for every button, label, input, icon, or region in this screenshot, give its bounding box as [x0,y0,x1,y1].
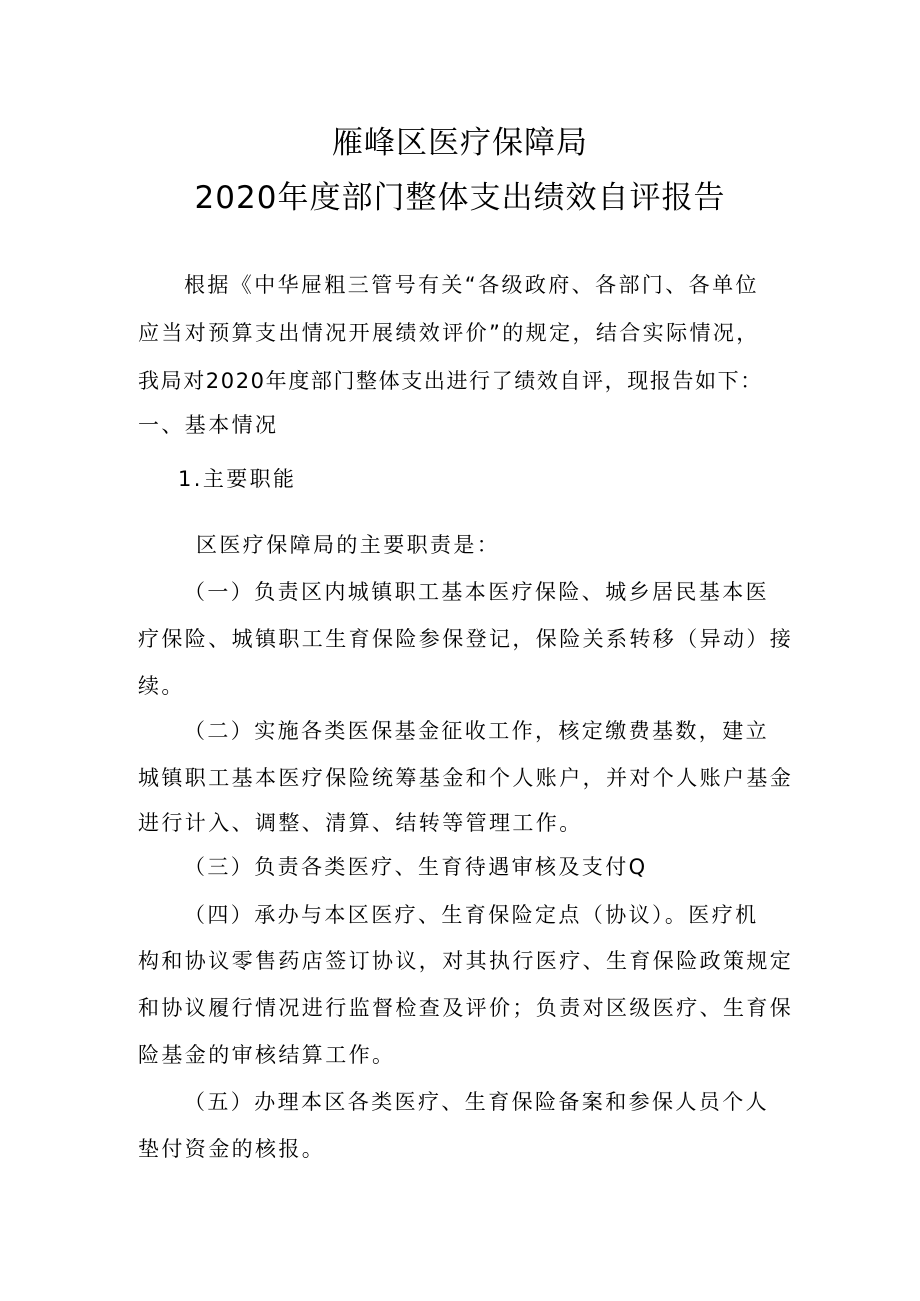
document-title-line-1: 雁峰区医疗保障局 [332,125,588,161]
body-line: 我局对2020年度部门整体支出进行了绩效自评，现报告如下： [138,369,763,393]
body-line: 应当对预算支出情况开展绩效评价”的规定，结合实际情况， [138,321,760,345]
body-line: （四）承办与本区医疗、生育保险定点（协议）。医疗机 [184,903,759,927]
body-line: 续。 [138,674,185,698]
body-line: （五）办理本区各类医疗、生育保险备案和参保人员个人 [184,1090,769,1114]
body-line: 进行计入、调整、清算、结转等管理工作。 [138,811,583,835]
body-line: 险基金的审核结算工作。 [138,1043,396,1067]
body-line: 根据《中华屉粗三管号有关“各级政府、各部门、各单位 [184,273,759,297]
body-line: 区医疗保障局的主要职责是： [196,533,501,557]
document-title-line-2: 2020年度部门整体支出绩效自评报告 [194,180,726,216]
section-heading: 一、基本情况 [138,413,279,437]
body-line: 和协议履行情况进行监督检查及评价；负责对区级医疗、生育保 [138,996,794,1020]
body-line: 城镇职工基本医疗保险统筹基金和个人账户，并对个人账户基金 [138,766,794,790]
body-line: 疗保险、城镇职工生育保险参保登记，保险关系转移（异动）接 [138,627,794,651]
body-line: （一）负责区内城镇职工基本医疗保险、城乡居民基本医 [184,580,769,604]
subsection-heading: 1.主要职能 [178,467,297,491]
body-line: （三）负责各类医疗、生育待遇审核及支付Q [184,855,648,879]
body-line: 垫付资金的核报。 [138,1137,326,1161]
body-line: （二）实施各类医保基金征收工作，核定缴费基数，建立 [184,719,769,743]
body-line: 构和协议零售药店签订协议，对其执行医疗、生育保险政策规定 [138,949,794,973]
